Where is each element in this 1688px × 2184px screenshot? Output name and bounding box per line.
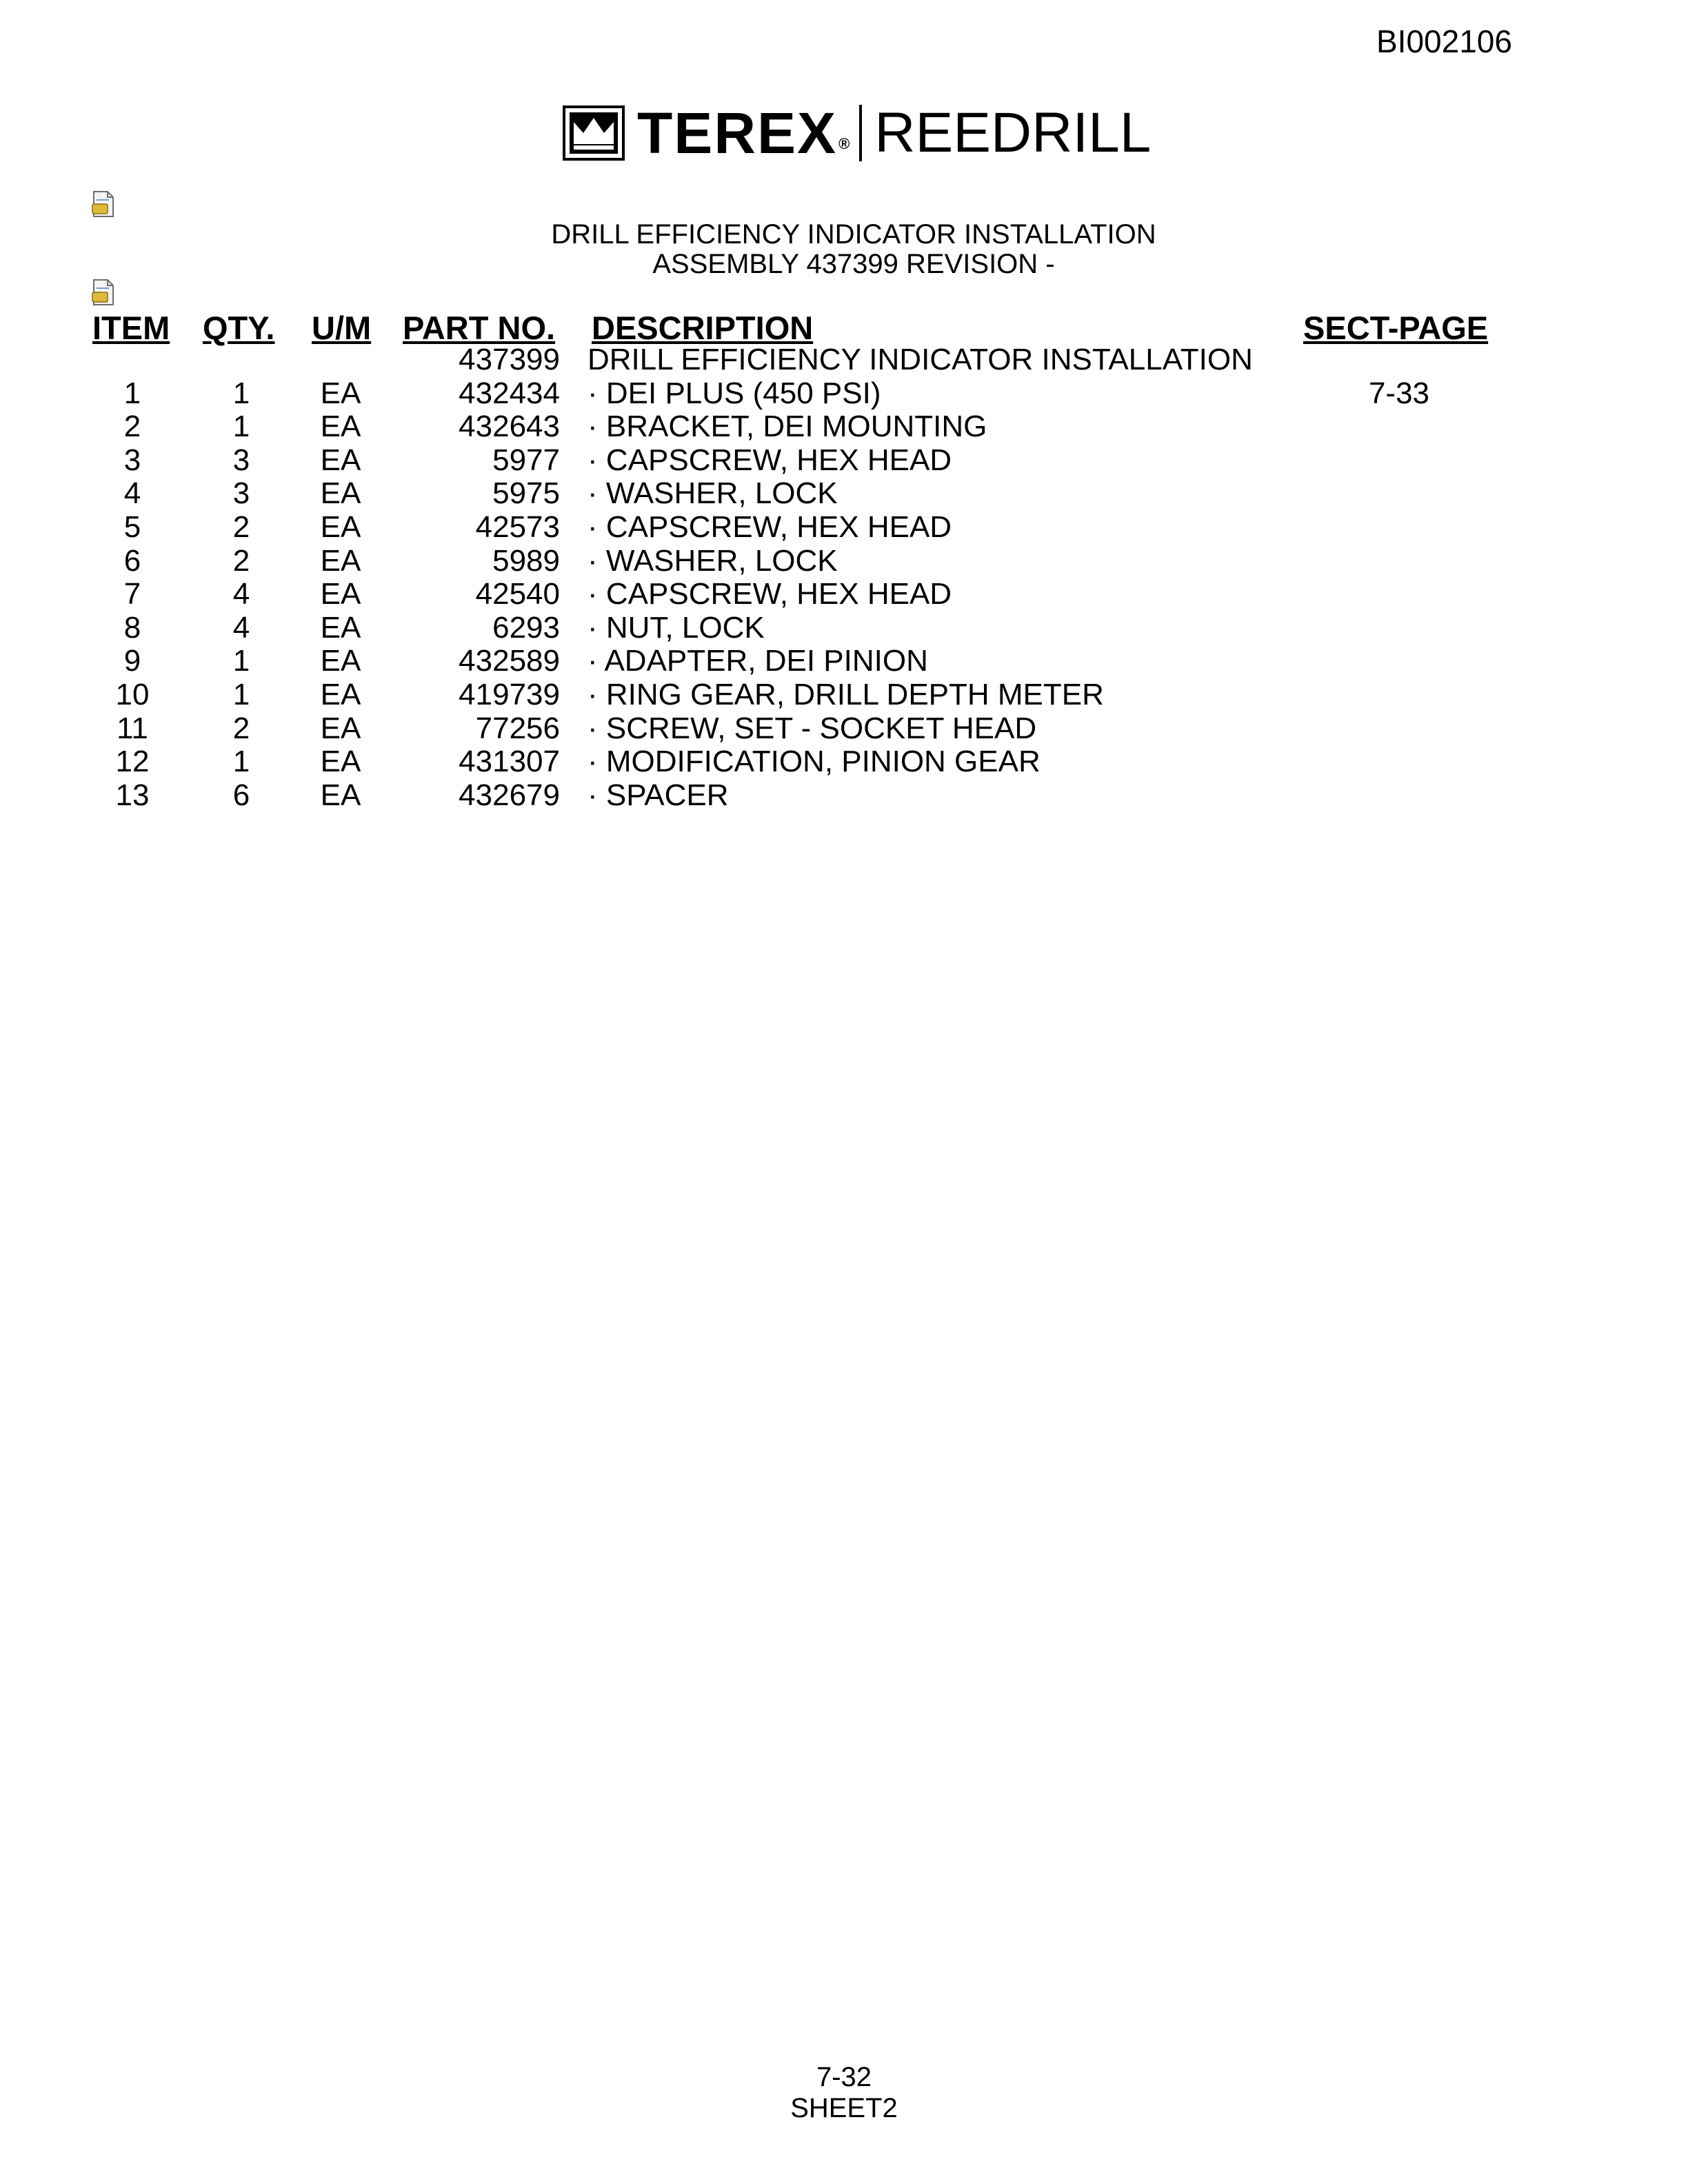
- registered-mark: ®: [838, 135, 850, 152]
- logo-divider: [859, 105, 862, 161]
- page-number: 7-32: [816, 2062, 872, 2092]
- item-number: 11: [117, 711, 148, 745]
- description: · WASHER, LOCK: [587, 543, 838, 578]
- part-no: 432589: [459, 644, 560, 678]
- table-row: [0, 376, 1688, 410]
- part-no: 432643: [459, 410, 560, 444]
- table-row: [0, 509, 1688, 543]
- assembly-row: [0, 342, 1688, 376]
- part-no: 42573: [475, 509, 560, 544]
- part-no: 5989: [492, 543, 560, 578]
- quantity: 6: [232, 778, 250, 812]
- header-item: ITEM: [92, 310, 170, 346]
- description: · NUT, LOCK: [587, 610, 765, 645]
- table-row: [0, 576, 1688, 610]
- description: · SCREW, SET - SOCKET HEAD: [587, 711, 1037, 745]
- unit-of-measure: EA: [320, 711, 361, 745]
- document-title: DRILL EFFICIENCY INDICATOR INSTALLATION: [551, 219, 1156, 250]
- unit-of-measure: EA: [320, 577, 361, 611]
- item-number: 7: [123, 577, 141, 611]
- terex-reedrill-logo: [563, 103, 1151, 163]
- table-row: [0, 778, 1688, 811]
- part-no: 5977: [492, 443, 560, 477]
- item-number: 9: [123, 644, 141, 678]
- description: · ADAPTER, DEI PINION: [587, 644, 928, 678]
- sheet-label: SHEET2: [790, 2093, 898, 2123]
- table-row: [0, 744, 1688, 778]
- assembly-subtitle: ASSEMBLY 437399 REVISION -: [652, 249, 1055, 279]
- part-no: 431307: [459, 745, 560, 779]
- table-row: [0, 677, 1688, 711]
- quantity: 4: [232, 610, 250, 645]
- item-number: 5: [123, 509, 141, 544]
- table-row: [0, 409, 1688, 443]
- part-no: 6293: [492, 610, 560, 645]
- unit-of-measure: EA: [320, 778, 361, 812]
- part-no: 5975: [492, 476, 560, 511]
- part-no: 77256: [475, 711, 560, 745]
- description: · SPACER: [587, 778, 729, 812]
- table-row: [0, 711, 1688, 745]
- unit-of-measure: EA: [320, 410, 361, 444]
- description: · CAPSCREW, HEX HEAD: [587, 443, 952, 477]
- header-qty: QTY.: [203, 310, 275, 346]
- logo-product-text: REEDRILL: [874, 101, 1152, 164]
- quantity: 2: [232, 509, 250, 544]
- unit-of-measure: EA: [320, 543, 361, 578]
- unit-of-measure: EA: [320, 376, 361, 410]
- item-number: 8: [123, 610, 141, 645]
- item-number: 12: [115, 745, 150, 779]
- header-description: DESCRIPTION: [592, 310, 814, 346]
- table-row: [0, 443, 1688, 476]
- unit-of-measure: EA: [320, 443, 361, 477]
- description: · RING GEAR, DRILL DEPTH METER: [587, 677, 1104, 711]
- header-part-no: PART NO.: [403, 310, 556, 346]
- part-no: 419739: [459, 677, 560, 711]
- part-no: 432679: [459, 778, 560, 812]
- description: DRILL EFFICIENCY INDICATOR INSTALLATION: [587, 343, 1253, 376]
- unit-of-measure: EA: [320, 745, 361, 779]
- document-attachment-icon[interactable]: [91, 279, 116, 306]
- table-row: [0, 643, 1688, 677]
- unit-of-measure: EA: [320, 476, 361, 511]
- quantity: 2: [232, 711, 250, 745]
- table-row: [0, 543, 1688, 577]
- document-attachment-icon[interactable]: [91, 190, 116, 218]
- description: · WASHER, LOCK: [587, 476, 838, 511]
- unit-of-measure: EA: [320, 509, 361, 544]
- quantity: 1: [232, 745, 250, 779]
- unit-of-measure: EA: [320, 644, 361, 678]
- item-number: 10: [115, 677, 150, 711]
- quantity: 1: [232, 677, 250, 711]
- description: · MODIFICATION, PINION GEAR: [587, 745, 1041, 779]
- table-row: [0, 476, 1688, 509]
- part-no: 42540: [475, 577, 560, 611]
- item-number: 6: [123, 543, 141, 578]
- quantity: 2: [232, 543, 250, 578]
- sect-page: 7-33: [1368, 376, 1430, 410]
- description: · DEI PLUS (450 PSI): [587, 376, 881, 410]
- table-row: [0, 610, 1688, 644]
- unit-of-measure: EA: [320, 610, 361, 645]
- item-number: 4: [123, 476, 141, 511]
- quantity: 1: [232, 644, 250, 678]
- description: · CAPSCREW, HEX HEAD: [587, 509, 952, 544]
- item-number: 3: [123, 443, 141, 477]
- header-sect-page: SECT-PAGE: [1303, 310, 1489, 346]
- quantity: 4: [232, 577, 250, 611]
- unit-of-measure: EA: [320, 677, 361, 711]
- logo-brand-text: TEREX: [637, 101, 838, 165]
- item-number: 2: [123, 410, 141, 444]
- terex-crown-mark-icon: [563, 105, 625, 161]
- quantity: 3: [232, 476, 250, 511]
- item-number: 1: [123, 376, 141, 410]
- part-no: 437399: [459, 343, 560, 376]
- item-number: 13: [115, 778, 150, 812]
- quantity: 1: [232, 376, 250, 410]
- header-um: U/M: [312, 310, 372, 346]
- part-no: 432434: [459, 376, 560, 410]
- quantity: 1: [232, 410, 250, 444]
- description: · CAPSCREW, HEX HEAD: [587, 577, 952, 611]
- quantity: 3: [232, 443, 250, 477]
- document-id: BI002106: [1376, 23, 1512, 59]
- parts-table: [0, 342, 1688, 811]
- description: · BRACKET, DEI MOUNTING: [587, 410, 987, 444]
